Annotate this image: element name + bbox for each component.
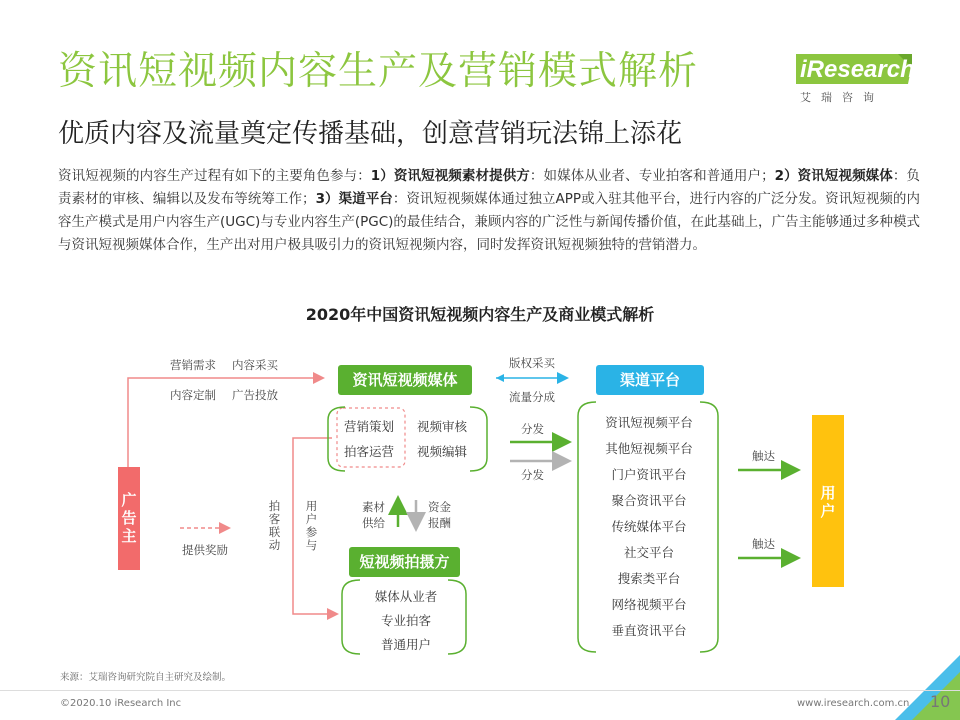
vertical-char: 用 <box>820 484 836 502</box>
logo-subtitle: 艾瑞咨询 <box>800 91 884 104</box>
page-title: 资讯短视频内容生产及营销模式解析 <box>58 49 699 94</box>
channel-header: 渠道平台 <box>596 365 704 395</box>
shooter-header: 短视频拍摄方 <box>349 547 460 577</box>
label-ad-placement: 广告投放 <box>232 388 278 402</box>
shooter-item-user: 普通用户 <box>380 637 431 652</box>
label-reach-bottom: 触达 <box>752 537 775 551</box>
vertical-char: 广 <box>121 491 137 509</box>
logo-text: iResearch <box>800 56 915 83</box>
vertical-char: 与 <box>305 538 318 552</box>
label-provide-reward: 提供奖励 <box>182 543 228 557</box>
media-item-shooter-ops: 拍客运营 <box>344 444 395 459</box>
paragraph-segment: 资讯短视频的内容生产过程有如下的主要角色参与： <box>58 168 371 184</box>
media-header: 资讯短视频媒体 <box>338 365 472 395</box>
paragraph-segment: ：负责素材的审核、编辑以及发布等统筹工作； <box>58 168 920 207</box>
label-distribute-top: 分发 <box>521 422 544 436</box>
vertical-char: 动 <box>268 538 281 552</box>
label-material-supply: 素材供给 <box>362 500 385 530</box>
advertiser-label <box>120 491 138 545</box>
label-user-participation <box>305 500 318 552</box>
vertical-char: 用 <box>305 499 318 513</box>
label-reach-top: 触达 <box>752 449 775 463</box>
vertical-char: 参 <box>305 525 318 539</box>
website: www.iresearch.com.cn <box>797 698 910 709</box>
media-item-edit: 视频编辑 <box>417 444 468 459</box>
vertical-char: 告 <box>121 509 137 527</box>
channel-item: 社交平台 <box>623 545 674 560</box>
shooter-item-media-worker: 媒体从业者 <box>374 589 438 604</box>
label-content-purchase: 内容采买 <box>232 358 278 372</box>
label-traffic-share: 流量分成 <box>509 390 555 404</box>
channel-item: 网络视频平台 <box>611 597 687 612</box>
diagram-title: 2020年中国资讯短视频内容生产及商业模式解析 <box>305 305 655 324</box>
channel-item: 聚合资讯平台 <box>611 493 687 508</box>
page-subtitle: 优质内容及流量奠定传播基础，创意营销玩法锦上添花 <box>58 119 683 149</box>
label-copyright-purchase: 版权采买 <box>509 356 555 370</box>
channel-item: 传统媒体平台 <box>611 519 687 534</box>
source-note: 来源：艾瑞咨询研究院自主研究及绘制。 <box>60 672 232 683</box>
footer-divider <box>0 690 960 691</box>
copyright-arrow-left-head <box>496 374 504 382</box>
vertical-char: 户 <box>820 502 836 520</box>
label-content-custom: 内容定制 <box>170 388 216 402</box>
user-label <box>819 484 837 520</box>
label-distribute-bottom: 分发 <box>521 468 544 482</box>
channel-item: 其他短视频平台 <box>605 441 693 456</box>
paragraph-bold-segment: 3）渠道平台 <box>315 191 393 207</box>
label-shooter-link <box>268 500 281 552</box>
paragraph-segment: ：资讯短视频媒体通过独立APP或入驻其他平台，进行内容的广泛分发。资讯短视频的内容生产模式是用户内容生产(UGC)与专业内容生产(PGC)的最佳结合，兼顾内容的广泛性与新闻传播价值，在此基础上，广告主能够通过多种模式与资讯短视频媒体合作，生产出对用户极具吸引力的资讯短视频内容，同时发挥资讯短视频独特的营销潜力。 <box>58 191 920 253</box>
media-item-review: 视频审核 <box>417 419 468 434</box>
channel-item: 资讯短视频平台 <box>605 415 693 430</box>
label-funds-reward: 资金报酬 <box>428 500 451 530</box>
page-number: 10 <box>930 692 951 711</box>
media-item-marketing: 营销策划 <box>344 419 395 434</box>
channel-item: 垂直资讯平台 <box>611 623 687 638</box>
vertical-char: 拍 <box>268 499 281 513</box>
paragraph-segment: ：如媒体从业者、专业拍客和普通用户； <box>529 168 775 184</box>
shooter-item-pro: 专业拍客 <box>380 613 431 628</box>
vertical-char: 客 <box>268 512 281 526</box>
channel-item: 搜索类平台 <box>617 571 681 586</box>
channel-item: 门户资讯平台 <box>611 467 687 482</box>
paragraph-bold-segment: 1）资讯短视频素材提供方 <box>370 168 530 184</box>
copyright: ©2020.10 iResearch Inc <box>60 698 182 709</box>
label-marketing-demand: 营销需求 <box>170 358 216 372</box>
vertical-char: 户 <box>305 512 318 526</box>
vertical-char: 联 <box>268 525 281 539</box>
vertical-char: 主 <box>121 527 137 545</box>
media-right-bracket <box>470 407 487 471</box>
paragraph-bold-segment: 2）资讯短视频媒体 <box>774 168 893 184</box>
